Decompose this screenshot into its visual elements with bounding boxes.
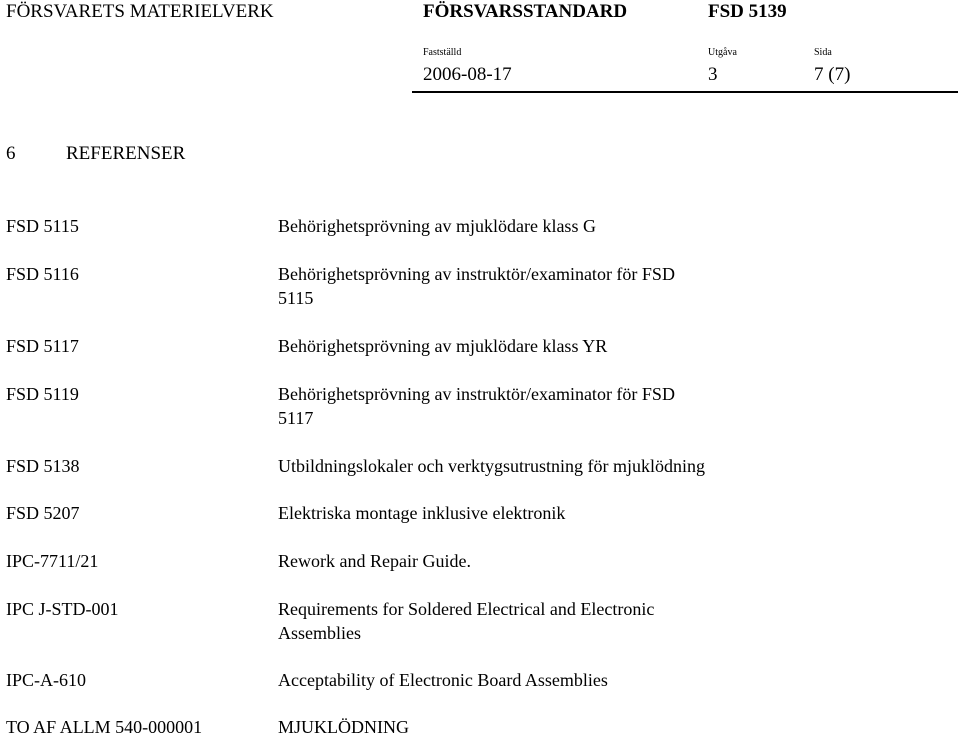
reference-code: IPC-A-610 (6, 670, 86, 690)
reference-code: FSD 5138 (6, 456, 80, 476)
page-label: Sida (814, 47, 832, 58)
reference-code: FSD 5116 (6, 264, 79, 284)
reference-code: IPC J-STD-001 (6, 599, 119, 619)
header-rule (412, 91, 958, 93)
edition-label: Utgåva (708, 47, 737, 58)
reference-title: Utbildningslokaler och verktygsutrustning för mjuklödning (278, 456, 705, 476)
established-label: Fastställd (423, 47, 462, 58)
reference-title: Behörighetsprövning av mjuklödare klass YR (278, 336, 608, 356)
document-number: FSD 5139 (708, 1, 787, 22)
section-number: 6 (6, 143, 16, 164)
reference-code: TO AF ALLM 540-000001 (6, 717, 203, 737)
reference-title: Behörighetsprövning av instruktör/examinator för FSD 5117 (278, 384, 675, 428)
reference-code: FSD 5117 (6, 336, 79, 356)
organization-name: FÖRSVARETS MATERIELVERK (6, 1, 274, 22)
established-date: 2006-08-17 (423, 64, 512, 85)
reference-title: Behörighetsprövning av mjuklödare klass G (278, 216, 596, 236)
reference-code: FSD 5115 (6, 216, 79, 236)
reference-title: Behörighetsprövning av instruktör/examinator för FSD 5115 (278, 264, 675, 308)
section-heading (6, 143, 185, 165)
page-number: 7 (7) (814, 64, 851, 85)
edition-number: 3 (708, 64, 718, 85)
section-title: REFERENSER (66, 143, 186, 164)
reference-title: Rework and Repair Guide. (278, 551, 471, 571)
reference-title: MJUKLÖDNING (278, 717, 409, 737)
reference-title: Acceptability of Electronic Board Assemblies (278, 670, 608, 690)
reference-title: Requirements for Soldered Electrical and Electronic Assemblies (278, 599, 655, 643)
document-type: FÖRSVARSSTANDARD (423, 1, 628, 22)
reference-code: FSD 5207 (6, 503, 80, 523)
reference-code: IPC-7711/21 (6, 551, 99, 571)
reference-title: Elektriska montage inklusive elektronik (278, 503, 566, 523)
reference-code: FSD 5119 (6, 384, 79, 404)
